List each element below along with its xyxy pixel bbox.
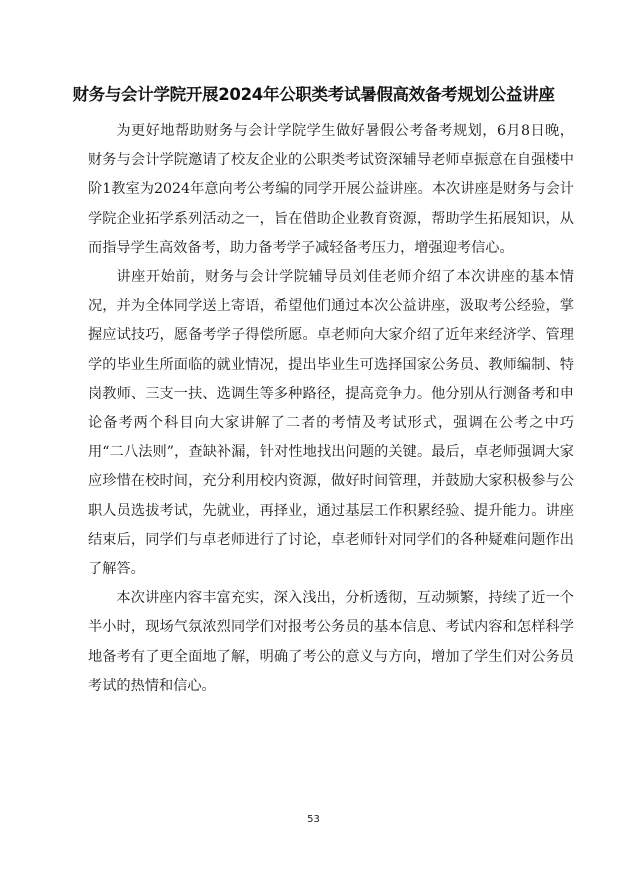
paragraph-summary: 本次讲座内容丰富充实，深入浅出，分析透彻，互动频繁，持续了近一个半小时，现场气氛浓烈同学们对报考公务员的基本信息、考试内容和怎样科学地备考有了更全面地了解，明确了考公的意义与方向，增加了学生们对公务员考试的热情和信心。 bbox=[88, 590, 574, 694]
paragraph-intro: 为更好地帮助财务与会计学院学生做好暑假公考备考规划，6月8日晚，财务与会计学院邀请了校友企业的公职类考试资深辅导老师卓振意在自强楼中阶1教室为2024年意向考公考编的同学开展公益讲座。本次讲座是财务与会计学院企业拓学系列活动之一，旨在借助企业教育资源，帮助学生拓展知识，从而指导学生高效备考，助力备考学子减轻备考压力，增强迎考信心。 bbox=[88, 123, 574, 256]
document-title: 财务与会计学院开展2024年公职类考试暑假高效备考规划公益讲座 bbox=[72, 85, 555, 104]
paragraph-lecture-content: 讲座开始前，财务与会计学院辅导员刘佳老师介绍了本次讲座的基本情况，并为全体同学送上寄语，希望他们通过本次公益讲座，汲取考公经验，掌握应试技巧，愿备考学子得偿所愿。卓老师向大家介绍了近年来经济学、管理学的毕业生所面临的就业情况，提出毕业生可选择国家公务员、教师编制、特岗教师、三支一扶、选调生等多种路径，提高竞争力。他分别从行测备考和申论备考两个科目向大家讲解了二者的考情及考试形式，强调在公考之中巧用“二八法则”，查缺补漏，针对性地找出问题的关键。最后，卓老师强调大家应珍惜在校时间，充分利用校内资源，做好时间管理，并鼓励大家积极参与公职人员选拔考试，先就业，再择业，通过基层工作积累经验、提升能力。讲座结束后，同学们与卓老师进行了讨论，卓老师针对同学们的各种疑难问题作出了解答。 bbox=[88, 269, 574, 578]
document-body bbox=[88, 117, 574, 701]
page-number: 53 bbox=[307, 814, 320, 825]
